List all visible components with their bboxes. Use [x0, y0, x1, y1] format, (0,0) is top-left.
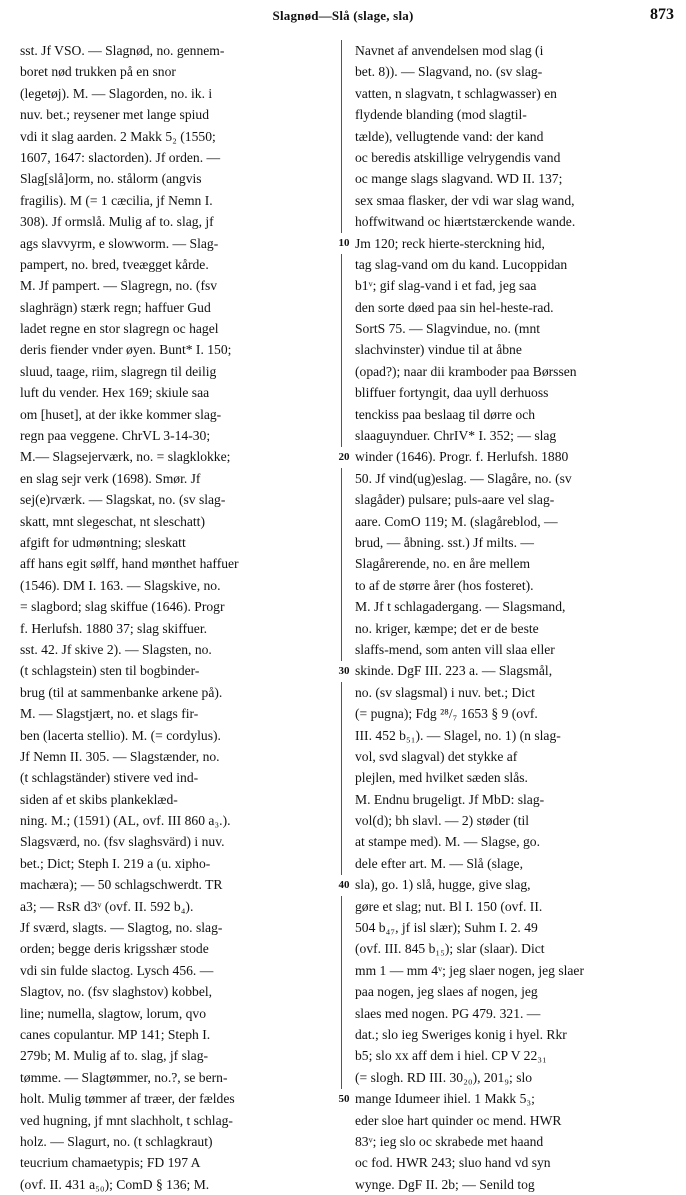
text-line: afgift for udmøntning; sleskatt	[20, 534, 186, 550]
text-line: brug (til at sammenbanke arkene på).	[20, 684, 223, 700]
text-line: Jm 120; reck hierte-sterckning hid,	[355, 235, 545, 251]
text-line: bet. 8)). — Slagvand, no. (sv slag-	[355, 64, 543, 80]
text-line: (t schlagständer) stivere ved ind-	[20, 770, 199, 786]
text-line: mange Idumeer ihiel. 1 Makk 5₃;	[355, 1091, 535, 1107]
text-line: Slagtov, no. (fsv slaghstov) kobbel,	[20, 984, 213, 1000]
text-line: (legetøj). M. — Slagorden, no. ik. i	[20, 85, 213, 101]
text-line: vatten, n slagvatn, t schlagwasser) en	[355, 85, 557, 101]
text-line: Jf sværd, slagts. — Slagtog, no. slag-	[20, 920, 223, 936]
text-line: SortS 75. — Slagvindue, no. (mnt	[355, 321, 541, 337]
text-line: fragilis). M (= 1 cæcilia, jf Nemn I.	[20, 192, 213, 208]
text-line: bliffuer fortyngit, daa uyll derhuoss	[355, 385, 549, 401]
text-line: bet.; Dict; Steph I. 219 a (u. xipho-	[20, 855, 211, 871]
text-line: regn paa veggene. ChrVL 3-14-30;	[20, 428, 211, 444]
page-header	[0, 8, 686, 30]
text-line: M. Jf t schlagadergang. — Slagsmand,	[355, 599, 566, 615]
left-column	[20, 40, 344, 1195]
text-line: ved hugning, jf mnt slachholt, t schlag-	[20, 1112, 233, 1128]
line-number: 40	[334, 875, 354, 896]
text-line: (1546). DM I. 163. — Slagskive, no.	[20, 577, 221, 593]
text-line: sla), go. 1) slå, hugge, give slag,	[355, 877, 531, 893]
text-line: no. kriger, kæmpe; det er de beste	[355, 620, 539, 636]
text-line: sex smaa flasker, der vdi war slag wand,	[355, 192, 575, 208]
text-line: slaghrägn) stærk regn; haffuer Gud	[20, 299, 211, 315]
page-number: 873	[650, 6, 674, 23]
text-line: paa nogen, jeg slaes af nogen, jeg	[355, 984, 538, 1000]
running-head: Slagnød—Slå (slage, sla)	[272, 8, 414, 23]
text-line: b1ᵛ; gif slag-vand i et fad, jeg saa	[355, 278, 537, 294]
text-line: = slagbord; slag skiffue (1646). Progr	[20, 599, 225, 615]
text-line: slaaguynduer. ChrIV* I. 352; — slag	[355, 428, 557, 444]
text-line: oc mange slags slagvand. WD II. 137;	[355, 171, 563, 187]
text-line: vdi it slag aarden. 2 Makk 5₂ (1550;	[20, 128, 216, 144]
text-line: (= slogh. RD III. 30₂₀), 201₉; slo	[355, 1069, 533, 1085]
text-line: tælde), vellugtende vand: der kand	[355, 128, 544, 144]
text-line: oc fod. HWR 243; sluo hand vd syn	[355, 1155, 551, 1171]
text-line: skatt, mnt slegeschat, nt sleschatt)	[20, 513, 205, 529]
text-line: slagåder) pulsare; puls-aare vel slag-	[355, 492, 555, 508]
text-line: III. 452 b₅₁). — Slagel, no. 1) (n slag-	[355, 727, 561, 743]
text-line: tag slag-vand om du kand. Lucoppidan	[355, 256, 568, 272]
column-divider	[341, 40, 342, 1110]
text-line: vdi sin fulde slactog. Lysch 456. —	[20, 962, 214, 978]
text-line: slaffs-mend, som anten vill slaa eller	[355, 641, 555, 657]
text-line: Jf Nemn II. 305. — Slagstænder, no.	[20, 748, 220, 764]
text-line: siden af et skibs plankeklæd-	[20, 791, 178, 807]
text-line: dele efter art. M. — Slå (slage,	[355, 855, 523, 871]
right-column	[355, 40, 679, 1195]
text-line: (ovf. III. 845 b₁₅); slar (slaar). Dict	[355, 941, 545, 957]
text-line: ags slavvyrm, e slowworm. — Slag-	[20, 235, 219, 251]
text-line: sst. Jf VSO. — Slagnød, no. gennem-	[20, 43, 225, 58]
text-line: slaes med nogen. PG 479. 321. —	[355, 1005, 541, 1021]
text-line: Slagsværd, no. (fsv slaghsvärd) i nuv.	[20, 834, 225, 850]
text-line: canes copulantur. MP 141; Steph I.	[20, 1026, 211, 1042]
text-line: brud, — åbning. sst.) Jf milts. —	[355, 534, 534, 550]
text-line: 308). Jf ormslå. Mulig af to. slag, jf	[20, 214, 214, 230]
text-line: holt. Mulig tømmer af træer, der fældes	[20, 1091, 235, 1107]
text-line: M. Endnu brugeligt. Jf MbD: slag-	[355, 791, 545, 807]
text-line: vol, svd slagval) det stykke af	[355, 748, 518, 764]
text-line: sej(e)rværk. — Slagskat, no. (sv slag-	[20, 492, 226, 508]
line-number: 10	[334, 233, 354, 254]
text-line: ben (lacerta stellio). M. (= cordylus).	[20, 727, 221, 743]
text-line: Slag[slå]orm, no. stålorm (angvis	[20, 171, 202, 187]
text-line: (t schlagstein) sten til bogbinder-	[20, 663, 200, 679]
text-line: wynge. DgF II. 2b; — Senild tog	[355, 1176, 535, 1192]
text-line: line; numella, slagtow, lorum, qvo	[20, 1005, 207, 1021]
text-line: den sorte døed paa sin hel-heste-rad.	[355, 299, 554, 315]
text-line: luft du vender. Hex 169; skiule saa	[20, 385, 210, 401]
text-line: ladet regne en stor slagregn oc hagel	[20, 321, 219, 337]
text-line: mm 1 — mm 4ᵛ; jeg slaer nogen, jeg slaer	[355, 962, 584, 978]
line-number: 20	[334, 447, 354, 468]
text-line: flydende blanding (mod slagtil-	[355, 107, 527, 123]
text-line: M. — Slagstjært, no. et slags fir-	[20, 706, 199, 722]
text-line: tømme. — Slagtømmer, no.?, se bern-	[20, 1069, 228, 1085]
text-line: ning. M.; (1591) (AL, ovf. III 860 a₃.).	[20, 813, 231, 829]
text-line: machæra); — 50 schlagschwerdt. TR	[20, 877, 223, 893]
text-line: (ovf. II. 431 a₅₀); ComD § 136; M.	[20, 1176, 210, 1192]
text-line: aare. ComO 119; M. (slagåreblod, —	[355, 513, 558, 529]
text-line: slachvinster) vindue til at åbne	[355, 342, 522, 358]
text-line: 50. Jf vind(ug)eslag. — Slagåre, no. (sv	[355, 470, 572, 486]
text-line: M. Jf pampert. — Slagregn, no. (fsv	[20, 278, 218, 294]
text-line: (opad?); naar dii kramboder paa Børssen	[355, 363, 577, 379]
text-line: skinde. DgF III. 223 a. — Slagsmål,	[355, 663, 553, 679]
text-line: sst. 42. Jf skive 2). — Slagsten, no.	[20, 641, 212, 657]
text-line: (= pugna); Fdg ²⁸/₇ 1653 § 9 (ovf.	[355, 706, 538, 722]
text-line: winder (1646). Progr. f. Herlufsh. 1880	[355, 449, 569, 465]
text-line: M.— Slagsejerværk, no. = slagklokke;	[20, 449, 231, 465]
text-line: at stampe med). M. — Slagse, go.	[355, 834, 540, 850]
text-line: oc beredis atskillige velrygendis vand	[355, 149, 561, 165]
text-line: 279b; M. Mulig af to. slag, jf slag-	[20, 1048, 209, 1064]
text-line: holz. — Slagurt, no. (t schlagkraut)	[20, 1133, 213, 1149]
text-line: vol(d); bh slavl. — 2) støder (til	[355, 813, 530, 829]
text-line: hoffwitwand oc hiærtstærckende wande.	[355, 214, 576, 230]
text-line: gøre et slag; nut. Bl I. 150 (ovf. II.	[355, 898, 543, 914]
text-line: boret nød trukken på en snor	[20, 64, 176, 80]
line-number: 50	[334, 1089, 354, 1110]
text-line: Navnet af anvendelsen mod slag (i	[355, 43, 544, 58]
text-line: pampert, no. bred, tveægget kårde.	[20, 256, 209, 272]
text-line: no. (sv slagsmal) i nuv. bet.; Dict	[355, 684, 535, 700]
text-line: aff hans egit sølff, hand mønthet haffuer	[20, 556, 239, 572]
text-line: tenckiss paa beslaag til dørre och	[355, 406, 536, 422]
text-line: 504 b₄₇, jf isl slær); Suhm I. 2. 49	[355, 920, 538, 936]
text-line: b5; slo xx aff dem i hiel. CP V 22₃₁	[355, 1048, 547, 1064]
text-line: f. Herlufsh. 1880 37; slag skiffuer.	[20, 620, 208, 636]
text-line: a3; — RsR d3ᵛ (ovf. II. 592 b₄).	[20, 898, 194, 914]
text-line: nuv. bet.; reysener met lange spiud	[20, 107, 209, 123]
text-line: en slag sejr verk (1698). Smør. Jf	[20, 470, 201, 486]
text-line: deris fiender vnder øyen. Bunt* I. 150;	[20, 342, 232, 358]
text-line: om [huset], at der ikke kommer slag-	[20, 406, 222, 422]
text-line: orden; begge deris krigsshær stode	[20, 941, 209, 957]
text-line: teucrium chamaetypis; FD 197 A	[20, 1155, 201, 1171]
text-line: Slagårerende, no. en åre mellem	[355, 556, 531, 572]
text-line: to af de større årer (hos fosteret).	[355, 577, 534, 593]
text-line: 1607, 1647: slactorden). Jf orden. —	[20, 149, 221, 165]
line-number: 30	[334, 661, 354, 682]
text-line: dat.; slo ieg Sweriges konig i hyel. Rkr	[355, 1026, 567, 1042]
text-line: 83ᵛ; ieg slo oc skrabede met haand	[355, 1133, 544, 1149]
text-line: sluud, taage, riim, slagregn til deilig	[20, 363, 217, 379]
text-line: plejlen, med hvilket sæden slås.	[355, 770, 528, 786]
text-line: eder sloe hart quinder oc mend. HWR	[355, 1112, 562, 1128]
